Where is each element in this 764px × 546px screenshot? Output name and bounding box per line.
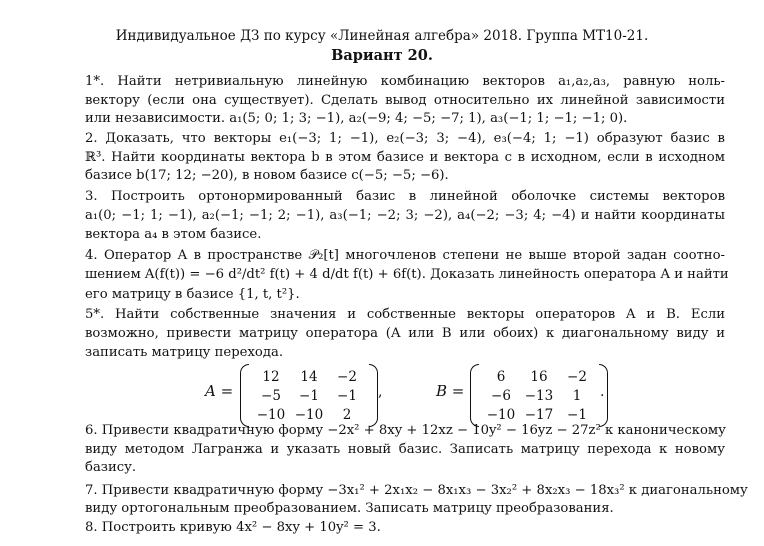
problem-5-line-3: записать матрицу перехода. — [85, 345, 284, 360]
problem-3-line-2: a₁(0; −1; 1; −1), a₂(−1; −1; 2; −1), a₃(−1; −2; 3; −2), a₄(−2; −3; 4; −4) и найти координаты — [85, 208, 725, 223]
problem-8-line-1: 8. Построить кривую 4x² − 8xy + 10y² = 3. — [85, 520, 381, 535]
matrix-a-cell: −10 — [256, 406, 286, 423]
matrix-a-left-bracket — [240, 364, 249, 427]
problem-3-line-3: вектора a₄ в этом базисе. — [85, 227, 262, 242]
problem-2-line-2: ℝ³. Найти координаты вектора b в этом базисе и вектора c в исходном, если в исходном — [85, 150, 725, 165]
problem-5-line-1: 5*. Найти собственные значения и собственные векторы операторов A и B. Если — [85, 307, 725, 322]
matrix-b-cell: 16 — [530, 368, 548, 385]
problem-4-line-2: шением A(f(t)) = −6 d²/dt² f(t) + 4 d/dt f(t) + 6f(t). Доказать линейность оператора A и найти — [85, 267, 729, 282]
variant-heading: Вариант 20. — [331, 47, 433, 64]
matrix-b — [470, 364, 608, 427]
matrix-a-comma: , — [378, 384, 383, 400]
problem-1-line-2: вектору (если она существует). Сделать вывод относительно их линейной зависимости — [85, 93, 725, 108]
problem-5-line-2: возможно, привести матрицу оператора (A или B или обоих) к диагональному виду и — [85, 326, 725, 341]
problem-4-line-1: 4. Оператор A в пространстве 𝒫₂[t] многочленов степени не выше второй задан соотно- — [85, 248, 725, 263]
matrix-a-right-bracket — [369, 364, 378, 427]
matrix-a-cell: −10 — [294, 406, 324, 423]
problem-7-line-1: 7. Привести квадратичную форму −3x₁² + 2x₁x₂ − 8x₁x₃ − 3x₂² + 8x₂x₃ − 18x₃² к диагональному — [85, 483, 748, 498]
matrix-a-cell: −1 — [299, 387, 319, 404]
matrix-b-period: . — [600, 384, 605, 400]
matrix-a-cell: 2 — [342, 406, 352, 423]
matrix-a-label: A = — [205, 382, 234, 400]
matrix-b-left-bracket — [470, 364, 479, 427]
problem-1-line-3: или независимости. a₁(5; 0; 1; 3; −1), a₂(−9; 4; −5; −7; 1), a₃(−1; 1; −1; −1; 0). — [85, 111, 628, 126]
problem-6-line-2: виду методом Лагранжа и указать новый базис. Записать матрицу перехода к новому — [85, 442, 725, 457]
matrix-b-cell: −10 — [486, 406, 516, 423]
problem-3-line-1: 3. Построить ортонормированный базис в линейной оболочке системы векторов — [85, 189, 725, 204]
matrix-b-cell: −13 — [524, 387, 554, 404]
matrix-b-label: B = — [436, 382, 465, 400]
matrix-b-cell: 6 — [496, 368, 506, 385]
matrix-a-cell: 12 — [262, 368, 280, 385]
problem-6-line-1: 6. Привести квадратичную форму −2x² + 8xy + 12xz − 10y² − 16yz − 27z² к каноническому — [85, 423, 726, 438]
matrix-b-cell: 1 — [572, 387, 582, 404]
matrix-a-cell: −5 — [261, 387, 281, 404]
matrix-a — [240, 364, 378, 427]
problem-4-line-3: его матрицу в базисе {1, t, t²}. — [85, 287, 300, 302]
problem-2-line-3: базисе b(17; 12; −20), в новом базисе c(−5; −5; −6). — [85, 168, 449, 183]
matrix-b-cell: −2 — [567, 368, 587, 385]
document-title: Индивидуальное ДЗ по курсу «Линейная алгебра» 2018. Группа МТ10-21. — [115, 28, 649, 44]
problem-2-line-1: 2. Доказать, что векторы e₁(−3; 1; −1), e₂(−3; 3; −4), e₃(−4; 1; −1) образуют базис в — [85, 131, 725, 146]
problem-1-line-1: 1*. Найти нетривиальную линейную комбинацию векторов a₁,a₂,a₃, равную ноль- — [85, 74, 725, 89]
problem-6-line-3: базису. — [85, 460, 137, 475]
matrix-a-cell: −2 — [337, 368, 357, 385]
problem-7-line-2: виду ортогональным преобразованием. Записать матрицу преобразования. — [85, 501, 614, 516]
matrix-b-cell: −6 — [491, 387, 511, 404]
matrix-a-cell: −1 — [337, 387, 357, 404]
matrix-b-cell: −1 — [567, 406, 587, 423]
matrix-a-cell: 14 — [300, 368, 318, 385]
matrix-b-cell: −17 — [524, 406, 554, 423]
